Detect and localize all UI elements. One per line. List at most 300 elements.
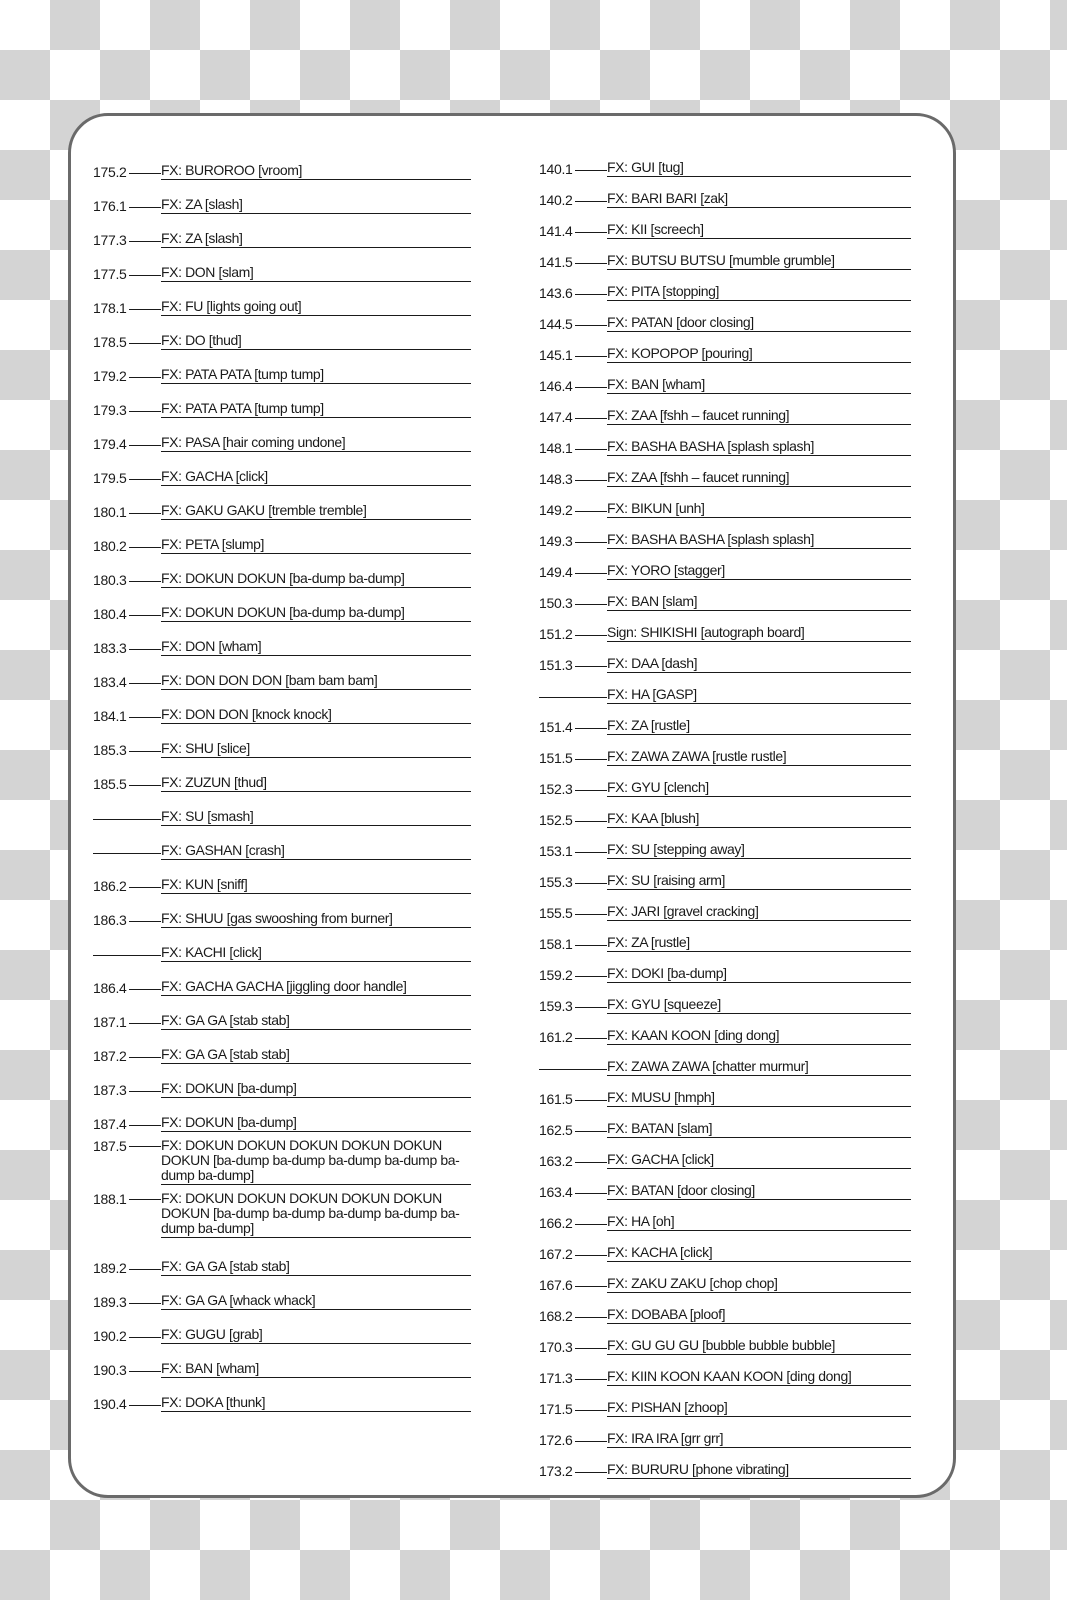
panel-reference-number: 179.5 — [93, 470, 127, 486]
sound-effect-text: FX: GUGU [grab] — [161, 1326, 471, 1344]
glossary-entry — [539, 1262, 911, 1293]
ornament-icon — [1005, 1405, 1045, 1445]
leader-line — [575, 914, 607, 915]
ornament-icon — [5, 1005, 45, 1045]
sound-effect-text: FX: BASHA BASHA [splash splash] — [607, 438, 911, 456]
ornament-icon — [955, 255, 995, 295]
leader-line — [575, 1286, 607, 1287]
glossary-entry — [539, 1448, 911, 1479]
ornament-icon — [1055, 455, 1067, 495]
sound-effect-text: Sign: SHIKISHI [autograph board] — [607, 624, 911, 642]
leader-line — [129, 343, 161, 344]
leader-line — [575, 418, 607, 419]
leader-line — [575, 325, 607, 326]
ornament-icon — [455, 55, 495, 95]
ornament-icon — [1055, 255, 1067, 295]
ornament-icon — [405, 1505, 445, 1545]
ornament-icon — [205, 1505, 245, 1545]
glossary-entry — [539, 146, 911, 177]
leader-line — [129, 1057, 161, 1058]
ornament-icon — [1055, 355, 1067, 395]
ornament-icon — [5, 505, 45, 545]
panel-reference-number: 148.1 — [539, 440, 573, 456]
glossary-right-column — [539, 116, 911, 1479]
ornament-icon — [905, 1505, 945, 1545]
leader-line — [575, 666, 607, 667]
panel-reference-number: 176.1 — [93, 198, 127, 214]
ornament-icon — [1055, 155, 1067, 195]
sound-effect-text: FX: ZAA [fshh – faucet running] — [607, 469, 911, 487]
glossary-entry — [539, 797, 911, 828]
ornament-icon — [355, 1555, 395, 1595]
ornament-icon — [955, 1155, 995, 1195]
glossary-entry — [93, 1242, 471, 1276]
panel-reference-number: 146.4 — [539, 378, 573, 394]
ornament-icon — [955, 855, 995, 895]
glossary-entry — [93, 1276, 471, 1310]
panel-reference-number: 171.3 — [539, 1370, 573, 1386]
sound-effect-text: FX: PATA PATA [tump tump] — [161, 400, 471, 418]
panel-reference-number: 190.3 — [93, 1362, 127, 1378]
glossary-entry — [93, 588, 471, 622]
glossary-entry — [539, 425, 911, 456]
glossary-entry — [93, 1098, 471, 1132]
sound-effect-text: FX: DOBABA [ploof] — [607, 1306, 911, 1324]
panel-reference-number: 161.5 — [539, 1091, 573, 1107]
ornament-icon — [555, 55, 595, 95]
glossary-entry — [539, 642, 911, 673]
sound-effect-text: FX: DOKUN [ba-dump] — [161, 1114, 471, 1132]
panel-reference-number: 187.4 — [93, 1116, 127, 1132]
sound-effect-text: FX: GACHA [click] — [607, 1151, 911, 1169]
ornament-icon — [5, 5, 45, 45]
glossary-entry — [539, 673, 911, 704]
panel-reference-number: 159.2 — [539, 967, 573, 983]
ornament-icon — [955, 755, 995, 795]
ornament-icon — [1005, 5, 1045, 45]
panel-reference-number: 190.2 — [93, 1328, 127, 1344]
ornament-icon — [1005, 405, 1045, 445]
ornament-icon — [805, 1505, 845, 1545]
ornament-icon — [1005, 105, 1045, 145]
ornament-icon — [955, 655, 995, 695]
ornament-icon — [55, 1555, 95, 1595]
ornament-icon — [5, 1105, 45, 1145]
sound-effect-text: FX: PITA [stopping] — [607, 283, 911, 301]
glossary-left-column — [93, 116, 471, 1412]
leader-line — [575, 542, 607, 543]
panel-reference-number: 171.5 — [539, 1401, 573, 1417]
sound-effect-text: FX: BARI BARI [zak] — [607, 190, 911, 208]
panel-reference-number: 186.3 — [93, 912, 127, 928]
panel-reference-number: 167.2 — [539, 1246, 573, 1262]
sound-effect-text: FX: ZAA [fshh – faucet running] — [607, 407, 911, 425]
leader-line — [575, 821, 607, 822]
leader-line — [129, 1023, 161, 1024]
sound-effect-text: FX: PETA [slump] — [161, 536, 471, 554]
leader-line — [575, 1379, 607, 1380]
panel-reference-number: 183.4 — [93, 674, 127, 690]
glossary-entry — [539, 1138, 911, 1169]
glossary-entry — [539, 239, 911, 270]
panel-reference-number: 186.4 — [93, 980, 127, 996]
ornament-icon — [755, 55, 795, 95]
panel-reference-number: 187.3 — [93, 1082, 127, 1098]
glossary-entry — [539, 394, 911, 425]
panel-reference-number: 178.1 — [93, 300, 127, 316]
glossary-entry — [93, 656, 471, 690]
ornament-icon — [655, 1555, 695, 1595]
glossary-entry — [539, 456, 911, 487]
ornament-icon — [955, 555, 995, 595]
leader-line — [129, 1269, 161, 1270]
sound-effect-text: FX: BASHA BASHA [splash splash] — [607, 531, 911, 549]
glossary-entry — [539, 549, 911, 580]
sound-effects-glossary-panel — [68, 113, 956, 1498]
leader-line — [129, 717, 161, 718]
leader-line — [129, 989, 161, 990]
leader-line — [129, 1091, 161, 1092]
ornament-icon — [1005, 705, 1045, 745]
panel-reference-number: 180.3 — [93, 572, 127, 588]
glossary-entry — [539, 1417, 911, 1448]
glossary-entry — [93, 1344, 471, 1378]
ornament-icon — [1005, 1105, 1045, 1145]
glossary-entry — [539, 301, 911, 332]
ornament-icon — [1055, 755, 1067, 795]
panel-reference-number: 175.2 — [93, 164, 127, 180]
sound-effect-text: FX: ZAWA ZAWA [rustle rustle] — [607, 748, 911, 766]
ornament-icon — [1005, 1005, 1045, 1045]
sound-effect-text: FX: ZA [rustle] — [607, 934, 911, 952]
ornament-icon — [105, 5, 145, 45]
sound-effect-text: FX: HA [oh] — [607, 1213, 911, 1231]
sound-effect-text: FX: ZAKU ZAKU [chop chop] — [607, 1275, 911, 1293]
sound-effect-text: FX: KUN [sniff] — [161, 876, 471, 894]
sound-effect-text: FX: KII [screech] — [607, 221, 911, 239]
glossary-entry — [93, 860, 471, 894]
sound-effect-text: FX: DON [wham] — [161, 638, 471, 656]
leader-line — [129, 1125, 161, 1126]
leader-line — [575, 511, 607, 512]
ornament-icon — [455, 1555, 495, 1595]
ornament-icon — [405, 5, 445, 45]
sound-effect-text: FX: ZUZUN [thud] — [161, 774, 471, 792]
ornament-icon — [5, 405, 45, 445]
leader-line — [129, 513, 161, 514]
ornament-icon — [555, 1555, 595, 1595]
ornament-icon — [755, 1555, 795, 1595]
sound-effect-text: FX: SU [raising arm] — [607, 872, 911, 890]
sound-effect-text: FX: DOKUN DOKUN DOKUN DOKUN DOKUN DOKUN [ba-dump ba-dump ba-dump ba-dump ba-dump ba-dump] — [161, 1138, 471, 1185]
glossary-entry — [93, 554, 471, 588]
leader-line — [129, 785, 161, 786]
glossary-entry — [93, 758, 471, 792]
glossary-entry — [93, 690, 471, 724]
panel-reference-number: 172.6 — [539, 1432, 573, 1448]
sound-effect-text: FX: FU [lights going out] — [161, 298, 471, 316]
ornament-icon — [5, 305, 45, 345]
panel-reference-number: 170.3 — [539, 1339, 573, 1355]
leader-line — [129, 547, 161, 548]
ornament-icon — [1005, 805, 1045, 845]
leader-line — [93, 955, 161, 956]
sound-effect-text: FX: GACHA GACHA [jiggling door handle] — [161, 978, 471, 996]
ornament-icon — [1055, 55, 1067, 95]
sound-effect-text: FX: PASA [hair coming undone] — [161, 434, 471, 452]
ornament-icon — [155, 55, 195, 95]
ornament-icon — [5, 805, 45, 845]
glossary-entry — [93, 792, 471, 826]
glossary-entry — [539, 828, 911, 859]
sound-effect-text: FX: GACHA [click] — [161, 468, 471, 486]
glossary-entry — [539, 611, 911, 642]
leader-line — [575, 573, 607, 574]
ornament-icon — [955, 1255, 995, 1295]
panel-reference-number: 179.4 — [93, 436, 127, 452]
panel-reference-number: 161.2 — [539, 1029, 573, 1045]
panel-reference-number: 162.5 — [539, 1122, 573, 1138]
leader-line — [129, 887, 161, 888]
leader-line — [575, 945, 607, 946]
panel-reference-number: 141.4 — [539, 223, 573, 239]
glossary-entry — [539, 1076, 911, 1107]
glossary-entry — [539, 1293, 911, 1324]
leader-line — [129, 1337, 161, 1338]
sound-effect-text: FX: IRA IRA [grr grr] — [607, 1430, 911, 1448]
panel-reference-number: 155.5 — [539, 905, 573, 921]
sound-effect-text: FX: GAKU GAKU [tremble tremble] — [161, 502, 471, 520]
glossary-entry — [539, 487, 911, 518]
sound-effect-text: FX: BIKUN [unh] — [607, 500, 911, 518]
sound-effect-text: FX: BURURU [phone vibrating] — [607, 1461, 911, 1479]
ornament-icon — [805, 5, 845, 45]
leader-line — [575, 201, 607, 202]
glossary-entry — [539, 1324, 911, 1355]
leader-line — [539, 1069, 607, 1070]
ornament-icon — [955, 955, 995, 995]
ornament-icon — [1055, 1555, 1067, 1595]
glossary-entry — [539, 580, 911, 611]
sound-effect-text: FX: KIIN KOON KAAN KOON [ding dong] — [607, 1368, 911, 1386]
panel-reference-number: 180.4 — [93, 606, 127, 622]
ornament-icon — [1055, 1055, 1067, 1095]
sound-effect-text: FX: PATA PATA [tump tump] — [161, 366, 471, 384]
glossary-entry — [93, 418, 471, 452]
sound-effect-text: FX: DOKI [ba-dump] — [607, 965, 911, 983]
leader-line — [575, 387, 607, 388]
ornament-icon — [1005, 305, 1045, 345]
panel-reference-number: 152.5 — [539, 812, 573, 828]
glossary-entry — [93, 1378, 471, 1412]
glossary-entry — [93, 1310, 471, 1344]
ornament-icon — [1005, 905, 1045, 945]
ornament-icon — [1005, 205, 1045, 245]
leader-line — [129, 1146, 161, 1147]
leader-line — [129, 207, 161, 208]
glossary-entry — [539, 518, 911, 549]
panel-reference-number: 180.2 — [93, 538, 127, 554]
sound-effect-text: FX: DON DON DON [bam bam bam] — [161, 672, 471, 690]
glossary-entry — [93, 350, 471, 384]
sound-effect-text: FX: ZA [slash] — [161, 230, 471, 248]
glossary-entry — [93, 1138, 471, 1185]
glossary-entry — [539, 983, 911, 1014]
sound-effect-text: FX: DOKA [thunk] — [161, 1394, 471, 1412]
glossary-entry — [539, 1200, 911, 1231]
ornament-icon — [255, 1555, 295, 1595]
panel-reference-number: 173.2 — [539, 1463, 573, 1479]
leader-line — [575, 1255, 607, 1256]
panel-reference-number: 184.1 — [93, 708, 127, 724]
sound-effect-text: FX: YORO [stagger] — [607, 562, 911, 580]
sound-effect-text: FX: JARI [gravel cracking] — [607, 903, 911, 921]
sound-effect-text: FX: BAN [wham] — [161, 1360, 471, 1378]
glossary-entry — [93, 214, 471, 248]
panel-reference-number: 186.2 — [93, 878, 127, 894]
leader-line — [575, 604, 607, 605]
ornament-icon — [1055, 1155, 1067, 1195]
leader-line — [575, 976, 607, 977]
glossary-entry — [93, 622, 471, 656]
sound-effect-text: FX: DO [thud] — [161, 332, 471, 350]
glossary-entry — [539, 1107, 911, 1138]
sound-effect-text: FX: DOKUN DOKUN [ba-dump ba-dump] — [161, 570, 471, 588]
leader-line — [129, 649, 161, 650]
ornament-icon — [955, 1055, 995, 1095]
ornament-icon — [5, 1405, 45, 1445]
leader-line — [575, 263, 607, 264]
glossary-entry — [539, 859, 911, 890]
leader-line — [575, 1224, 607, 1225]
sound-effect-text: FX: ZA [slash] — [161, 196, 471, 214]
glossary-entry — [93, 928, 471, 962]
leader-line — [575, 1472, 607, 1473]
ornament-icon — [955, 355, 995, 395]
panel-reference-number: 140.1 — [539, 161, 573, 177]
sound-effect-text: FX: KACHA [click] — [607, 1244, 911, 1262]
panel-reference-number: 149.3 — [539, 533, 573, 549]
sound-effect-text: FX: DOKUN [ba-dump] — [161, 1080, 471, 1098]
panel-reference-number: 189.3 — [93, 1294, 127, 1310]
leader-line — [129, 1405, 161, 1406]
ornament-icon — [655, 55, 695, 95]
leader-line — [129, 921, 161, 922]
glossary-entry — [539, 704, 911, 735]
sound-effect-text: FX: GUI [tug] — [607, 159, 911, 177]
leader-line — [129, 241, 161, 242]
glossary-entry — [539, 1231, 911, 1262]
leader-line — [575, 1131, 607, 1132]
sound-effect-text: FX: DON [slam] — [161, 264, 471, 282]
ornament-icon — [955, 1455, 995, 1495]
panel-reference-number: 183.3 — [93, 640, 127, 656]
panel-reference-number: 179.3 — [93, 402, 127, 418]
sound-effect-text: FX: ZAWA ZAWA [chatter murmur] — [607, 1058, 911, 1076]
sound-effect-text: FX: PISHAN [zhoop] — [607, 1399, 911, 1417]
sound-effect-text: FX: SHU [slice] — [161, 740, 471, 758]
ornament-icon — [1055, 1455, 1067, 1495]
leader-line — [575, 294, 607, 295]
glossary-entry — [539, 766, 911, 797]
leader-line — [129, 173, 161, 174]
glossary-entry — [93, 384, 471, 418]
ornament-icon — [955, 1355, 995, 1395]
leader-line — [575, 883, 607, 884]
ornament-icon — [5, 605, 45, 645]
ornament-icon — [855, 1555, 895, 1595]
glossary-entry — [93, 452, 471, 486]
panel-reference-number: 166.2 — [539, 1215, 573, 1231]
glossary-entry — [539, 735, 911, 766]
glossary-entry — [539, 1386, 911, 1417]
panel-reference-number: 185.5 — [93, 776, 127, 792]
ornament-icon — [955, 155, 995, 195]
leader-line — [129, 615, 161, 616]
sound-effect-text: FX: DAA [dash] — [607, 655, 911, 673]
sound-effect-text: FX: BATAN [slam] — [607, 1120, 911, 1138]
ornament-icon — [5, 1505, 45, 1545]
leader-line — [575, 480, 607, 481]
sound-effect-text: FX: MUSU [hmph] — [607, 1089, 911, 1107]
leader-line — [575, 1193, 607, 1194]
sound-effect-text: FX: GA GA [stab stab] — [161, 1258, 471, 1276]
ornament-icon — [255, 55, 295, 95]
sound-effect-text: FX: GU GU GU [bubble bubble bubble] — [607, 1337, 911, 1355]
panel-reference-number: 143.6 — [539, 285, 573, 301]
sound-effect-text: FX: GA GA [whack whack] — [161, 1292, 471, 1310]
panel-reference-number: 141.5 — [539, 254, 573, 270]
glossary-entry — [93, 520, 471, 554]
sound-effect-text: FX: DOKUN DOKUN [ba-dump ba-dump] — [161, 604, 471, 622]
panel-reference-number: 151.2 — [539, 626, 573, 642]
panel-reference-number: 187.1 — [93, 1014, 127, 1030]
sound-effect-text: FX: BAN [slam] — [607, 593, 911, 611]
leader-line — [129, 275, 161, 276]
ornament-icon — [5, 1205, 45, 1245]
sound-effect-text: FX: BUROROO [vroom] — [161, 162, 471, 180]
leader-line — [129, 581, 161, 582]
panel-reference-number: 187.5 — [93, 1138, 127, 1154]
leader-line — [575, 728, 607, 729]
panel-reference-number: 168.2 — [539, 1308, 573, 1324]
ornament-icon — [5, 905, 45, 945]
leader-line — [129, 309, 161, 310]
ornament-icon — [1005, 605, 1045, 645]
ornament-icon — [305, 5, 345, 45]
glossary-entry — [93, 996, 471, 1030]
ornament-icon — [705, 1505, 745, 1545]
sound-effect-text: FX: BATAN [door closing] — [607, 1182, 911, 1200]
ornament-icon — [905, 5, 945, 45]
glossary-entry — [539, 1169, 911, 1200]
glossary-entry — [539, 921, 911, 952]
sound-effect-text: FX: KAA [blush] — [607, 810, 911, 828]
ornament-icon — [605, 1505, 645, 1545]
ornament-icon — [1055, 955, 1067, 995]
panel-reference-number: 163.2 — [539, 1153, 573, 1169]
panel-reference-number: 178.5 — [93, 334, 127, 350]
panel-reference-number: 148.3 — [539, 471, 573, 487]
sound-effect-text: FX: KACHI [click] — [161, 944, 471, 962]
glossary-entry — [539, 208, 911, 239]
leader-line — [575, 1441, 607, 1442]
panel-reference-number: 149.2 — [539, 502, 573, 518]
leader-line — [539, 697, 607, 698]
ornament-icon — [5, 1305, 45, 1345]
sound-effect-text: FX: SU [stepping away] — [607, 841, 911, 859]
leader-line — [575, 1162, 607, 1163]
